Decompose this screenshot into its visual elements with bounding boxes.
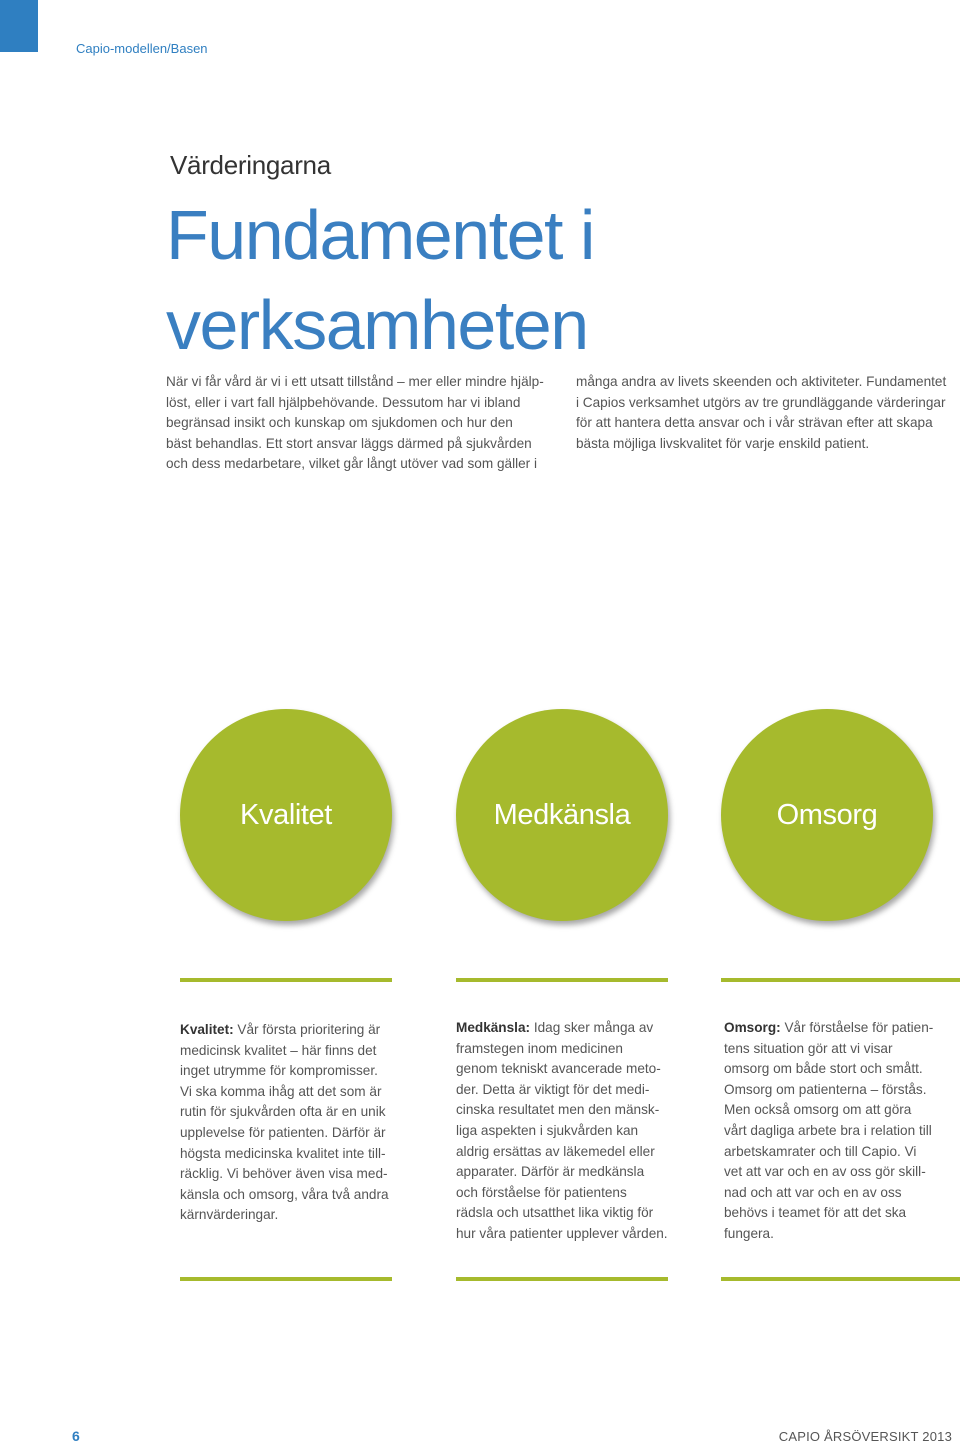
value-desc-line: vårt dagliga arbete bra i relation till — [724, 1122, 932, 1138]
value-desc-line: apparater. Därför är medkänsla — [456, 1164, 645, 1180]
page-title-line-2: verksamheten — [166, 286, 588, 364]
value-desc-line: omsorg om både stort och smått. — [724, 1061, 923, 1077]
page-title-line-1: Fundamentet i — [166, 196, 594, 274]
value-desc-line: nad och att var och en av oss — [724, 1184, 902, 1200]
value-circle-kvalitet — [180, 709, 392, 921]
value-circle-label: Kvalitet — [240, 798, 332, 831]
footer-publication-title: CAPIO ÅRSÖVERSIKT 2013 — [778, 1429, 952, 1444]
intro-text-left — [166, 372, 546, 475]
value-desc-line: genom tekniskt avancerade meto- — [456, 1061, 661, 1077]
divider-rule — [721, 1277, 960, 1281]
value-term: Medkänsla: — [456, 1020, 531, 1035]
value-desc-line — [456, 1018, 676, 1039]
value-term: Kvalitet: — [180, 1022, 234, 1037]
value-desc-line: räcklig. Vi behöver även visa med- — [180, 1166, 388, 1182]
value-desc-line: der. Detta är viktigt för det medi- — [456, 1081, 650, 1097]
divider-rule — [180, 978, 392, 982]
value-desc-line: inget utrymme för kompromisser. — [180, 1063, 378, 1079]
value-desc-line: upplevelse för patienten. Därför är — [180, 1124, 386, 1140]
value-desc-line: Men också omsorg om att göra — [724, 1102, 912, 1118]
intro-line: löst, eller i vart fall hjälpbehövande. Dessutom har vi ibland — [166, 394, 521, 410]
value-desc-line: cinska resultatet men den mänsk- — [456, 1102, 660, 1118]
divider-rule — [456, 978, 668, 982]
value-desc-line: hur våra patienter upplever vården. — [456, 1225, 668, 1241]
value-desc-line: Vi ska komma ihåg att det som är — [180, 1083, 382, 1099]
intro-text-right — [576, 372, 956, 454]
intro-line: När vi får vård är vi i ett utsatt tillstånd – mer eller mindre hjälp- — [166, 374, 544, 389]
value-desc-line: känsla och omsorg, våra två andra — [180, 1186, 389, 1202]
value-desc-line — [724, 1018, 939, 1039]
value-desc-line: aldrig ersättas av läkemedel eller — [456, 1143, 655, 1159]
value-desc-text: Vår förståelse för patien- — [784, 1020, 934, 1035]
intro-line: bäst behandlas. Ett stort ansvar läggs därmed på sjukvården — [166, 435, 532, 451]
value-desc-line: tens situation gör att vi visar — [724, 1040, 893, 1056]
intro-line: och dess medarbetare, vilket går långt utöver vad som gäller i — [166, 456, 537, 471]
value-description-kvalitet — [180, 1020, 395, 1226]
section-subtitle: Värderingarna — [170, 150, 331, 180]
breadcrumb: Capio-modellen/Basen — [76, 41, 208, 56]
value-desc-line: framstegen inom medicinen — [456, 1040, 623, 1056]
value-desc-line: arbetskamrater och till Capio. Vi — [724, 1143, 917, 1159]
divider-rule — [180, 1277, 392, 1281]
value-desc-line: fungera. — [724, 1225, 774, 1241]
value-desc-line: kärnvärderingar. — [180, 1207, 279, 1223]
value-term: Omsorg: — [724, 1020, 781, 1035]
value-circle-medkansla — [456, 709, 668, 921]
value-circle-label: Omsorg — [776, 798, 878, 831]
value-desc-line: vet att var och en av oss gör skill- — [724, 1164, 926, 1180]
value-desc-line: behövs i teamet för att det ska — [724, 1205, 907, 1221]
intro-line: bästa möjliga livskvalitet för varje enskild patient. — [576, 435, 870, 451]
intro-line: många andra av livets skeenden och aktiviteter. Fundamentet — [576, 374, 947, 389]
divider-rule — [721, 978, 960, 982]
value-desc-line: medicinsk kvalitet – här finns det — [180, 1042, 377, 1058]
value-description-medkansla — [456, 1018, 676, 1245]
page-title — [166, 190, 594, 370]
value-circle-label: Medkänsla — [493, 798, 631, 831]
value-desc-line — [180, 1020, 395, 1041]
value-desc-line: liga aspekten i sjukvården kan — [456, 1122, 639, 1138]
value-desc-line: rutin för sjukvården ofta är en unik — [180, 1104, 386, 1120]
divider-rule — [456, 1277, 668, 1281]
value-desc-text: Vår första prioritering är — [237, 1022, 381, 1037]
value-description-omsorg — [724, 1018, 939, 1245]
value-desc-text: Idag sker många av — [533, 1020, 654, 1035]
intro-line: för att hantera detta ansvar och i vår strävan efter att skapa — [576, 415, 933, 430]
page-number: 6 — [72, 1428, 80, 1444]
intro-line: begränsad insikt och kunskap om sjukdomen och hur den — [166, 415, 513, 430]
value-circle-omsorg — [721, 709, 933, 921]
page-tab-accent — [0, 0, 38, 52]
value-desc-line: högsta medicinska kvalitet inte till- — [180, 1145, 386, 1161]
intro-line: i Capios verksamhet utgörs av tre grundläggande värderingar — [576, 394, 946, 410]
value-desc-line: och förståelse för patientens — [456, 1184, 627, 1200]
value-desc-line: rädsla och utsatthet lika viktig för — [456, 1205, 654, 1221]
value-desc-line: Omsorg om patienterna – förstås. — [724, 1081, 927, 1097]
